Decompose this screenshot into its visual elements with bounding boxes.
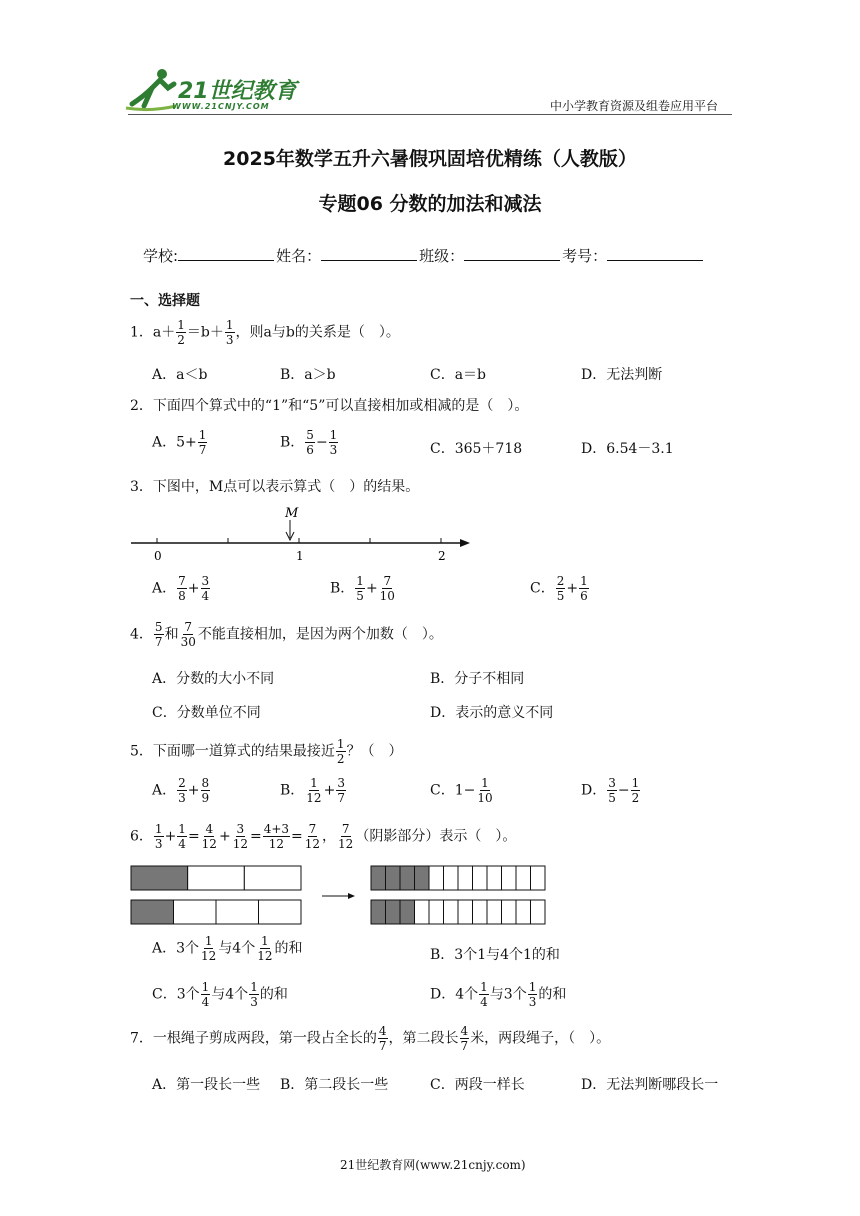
question-7: 7．一根绳子剪成两段，第一段占全长的 $\frac{4}{7}$ ，第二段长 $\frac{4}{7}$ 米，两段绳子，（ ）。 <box>130 1024 611 1053</box>
right-arrow-icon <box>348 893 355 899</box>
q3-option-b[interactable]: B． $\frac{1}{5}$ + $\frac{7}{10}$ <box>330 574 395 603</box>
question-2: 2．下面四个算式中的“1”和“5”可以直接相加或相减的是（ ）。 <box>130 398 529 414</box>
name-label: 姓名： <box>276 247 322 265</box>
q1-text-b: ＝b＋ <box>186 324 224 341</box>
question-4: 4． $\frac{5}{7}$ 和 $\frac{7}{30}$ 不能直接相加，是因为两个加数（ ）。 <box>130 620 443 649</box>
question-1 <box>130 318 400 347</box>
tick-1: 1 <box>296 549 304 563</box>
exam-no-label: 考号： <box>562 247 608 265</box>
logo <box>122 66 297 112</box>
school-field[interactable] <box>178 246 274 261</box>
tick-0: 0 <box>154 549 162 563</box>
q1-frac-1: $\frac{1}{2}$ <box>177 318 185 347</box>
q1-option-a[interactable]: A．a＜b <box>152 367 208 383</box>
q7-option-a[interactable]: A．第一段长一些 <box>152 1077 261 1093</box>
section-title: 一、选择题 <box>130 293 200 309</box>
bar-twelfths-bottom-cell <box>516 900 531 924</box>
bar-twelfths-bottom-cell <box>371 900 386 924</box>
bar-quarters-cell <box>131 900 174 924</box>
bar-thirds-cell <box>131 866 188 890</box>
bar-twelfths-top-cell <box>487 866 502 890</box>
q6-option-d[interactable]: D．4个 $\frac{1}{4}$ 与3个 $\frac{1}{3}$ 的和 <box>430 980 567 1009</box>
bar-twelfths-top-cell <box>531 866 546 890</box>
tick-2: 2 <box>438 549 446 563</box>
bar-twelfths-top-cell <box>516 866 531 890</box>
q5-option-a[interactable]: A． $\frac{2}{3}$ + $\frac{8}{9}$ <box>152 776 210 805</box>
class-field[interactable] <box>464 246 560 261</box>
number-line <box>128 502 478 566</box>
q4-option-a[interactable]: A．分数的大小不同 <box>152 671 275 687</box>
q2-option-b[interactable]: B． $\frac{5}{6}$ − $\frac{1}{3}$ <box>280 428 338 457</box>
bar-twelfths-top-cell <box>444 866 459 890</box>
school-label: 学校: <box>143 247 179 265</box>
info-line <box>143 245 705 266</box>
page-subtitle: 专题06 分数的加法和减法 <box>318 193 542 215</box>
bar-quarters-cell <box>259 900 302 924</box>
header-divider <box>128 114 732 115</box>
question-5: 5．下面哪一道算式的结果最接近 $\frac{1}{2}$ ？（ ） <box>130 737 403 766</box>
bar-twelfths-top-cell <box>429 866 444 890</box>
q3-option-c[interactable]: C． $\frac{2}{5}$ + $\frac{1}{6}$ <box>530 574 588 603</box>
q6-option-a[interactable]: A．3个 $\frac{1}{12}$ 与4个 $\frac{1}{12}$ 的和 <box>152 934 303 963</box>
platform-text: 中小学教育资源及组卷应用平台 <box>550 99 719 113</box>
bar-twelfths-bottom-cell <box>400 900 415 924</box>
bar-twelfths-bottom-cell <box>415 900 430 924</box>
bar-twelfths-top-cell <box>502 866 517 890</box>
arrow-icon <box>460 539 470 547</box>
q3-option-a[interactable]: A． $\frac{7}{8}$ + $\frac{3}{4}$ <box>152 574 210 603</box>
q1-text-a: a＋ <box>152 324 176 341</box>
q7-option-d[interactable]: D．无法判断哪段长一 <box>581 1077 719 1093</box>
question-6: 6． $\frac{1}{3}$ + $\frac{1}{4}$ = $\frac{4}{12}$ + $\frac{3}{12}$ = $\frac{4+3}{12}$ = $\frac{7}{12}$ ， $\frac{7}{12}$ （阴影部分）表示（ ）。 <box>130 822 517 851</box>
label-m: M <box>285 506 299 521</box>
logo-url: WWW.21CNJY.COM <box>172 102 270 111</box>
page-title: 2025年数学五升六暑假巩固培优精练（人教版） <box>223 148 637 170</box>
q2-option-c[interactable]: C．365＋718 <box>430 441 523 457</box>
q4-option-d[interactable]: D．表示的意义不同 <box>430 705 554 721</box>
bar-twelfths-top-cell <box>371 866 386 890</box>
bar-twelfths-top-cell <box>458 866 473 890</box>
class-label: 班级： <box>419 247 465 265</box>
q1-option-d[interactable]: D．无法判断 <box>581 367 663 383</box>
bar-quarters-cell <box>174 900 217 924</box>
bar-twelfths-bottom-cell <box>458 900 473 924</box>
bar-twelfths-bottom-cell <box>386 900 401 924</box>
bar-twelfths-top-cell <box>386 866 401 890</box>
bar-twelfths-top-cell <box>415 866 430 890</box>
q6-option-b[interactable]: B．3个1与4个1的和 <box>430 947 560 963</box>
q5-option-d[interactable]: D． $\frac{3}{5}$ − $\frac{1}{2}$ <box>581 776 640 805</box>
exam-no-field[interactable] <box>607 246 703 261</box>
q2-option-d[interactable]: D．6.54－3.1 <box>581 441 674 457</box>
q1-text-tail: ，则a与b的关系是（ ）。 <box>235 324 400 341</box>
name-field[interactable] <box>321 246 417 261</box>
bar-quarters-cell <box>216 900 259 924</box>
bar-twelfths-bottom-cell <box>429 900 444 924</box>
fraction-bars <box>130 864 550 926</box>
q7-option-c[interactable]: C．两段一样长 <box>430 1077 525 1093</box>
q1-frac-2: $\frac{1}{3}$ <box>225 318 234 347</box>
q6-option-c[interactable]: C．3个 $\frac{1}{4}$ 与4个 $\frac{1}{3}$ 的和 <box>152 980 288 1009</box>
bar-thirds-cell <box>188 866 245 890</box>
bar-twelfths-top-cell <box>473 866 488 890</box>
bar-twelfths-bottom-cell <box>487 900 502 924</box>
bar-twelfths-bottom-cell <box>502 900 517 924</box>
bar-twelfths-bottom-cell <box>473 900 488 924</box>
q1-number: 1． <box>130 324 153 341</box>
q5-option-b[interactable]: B． $\frac{1}{12}$ + $\frac{3}{7}$ <box>280 776 345 805</box>
q2-option-a[interactable]: A．5+ $\frac{1}{7}$ <box>152 428 207 457</box>
bar-twelfths-bottom-cell <box>444 900 459 924</box>
q4-option-b[interactable]: B．分子不相同 <box>430 671 525 687</box>
logo-text: 21世纪教育 <box>178 79 297 104</box>
q4-option-c[interactable]: C．分数单位不同 <box>152 705 261 721</box>
q1-option-b[interactable]: B．a＞b <box>280 367 336 383</box>
q5-option-c[interactable]: C．1− $\frac{1}{10}$ <box>430 776 493 805</box>
question-3: 3．下图中，M点可以表示算式（ ）的结果。 <box>130 479 420 495</box>
bar-twelfths-top-cell <box>400 866 415 890</box>
bar-thirds-cell <box>244 866 301 890</box>
bar-twelfths-bottom-cell <box>531 900 546 924</box>
q1-option-c[interactable]: C．a＝b <box>430 367 487 383</box>
footer: 21世纪教育网(www.21cnjy.com) <box>340 1158 526 1172</box>
q7-option-b[interactable]: B．第二段长一些 <box>280 1077 389 1093</box>
